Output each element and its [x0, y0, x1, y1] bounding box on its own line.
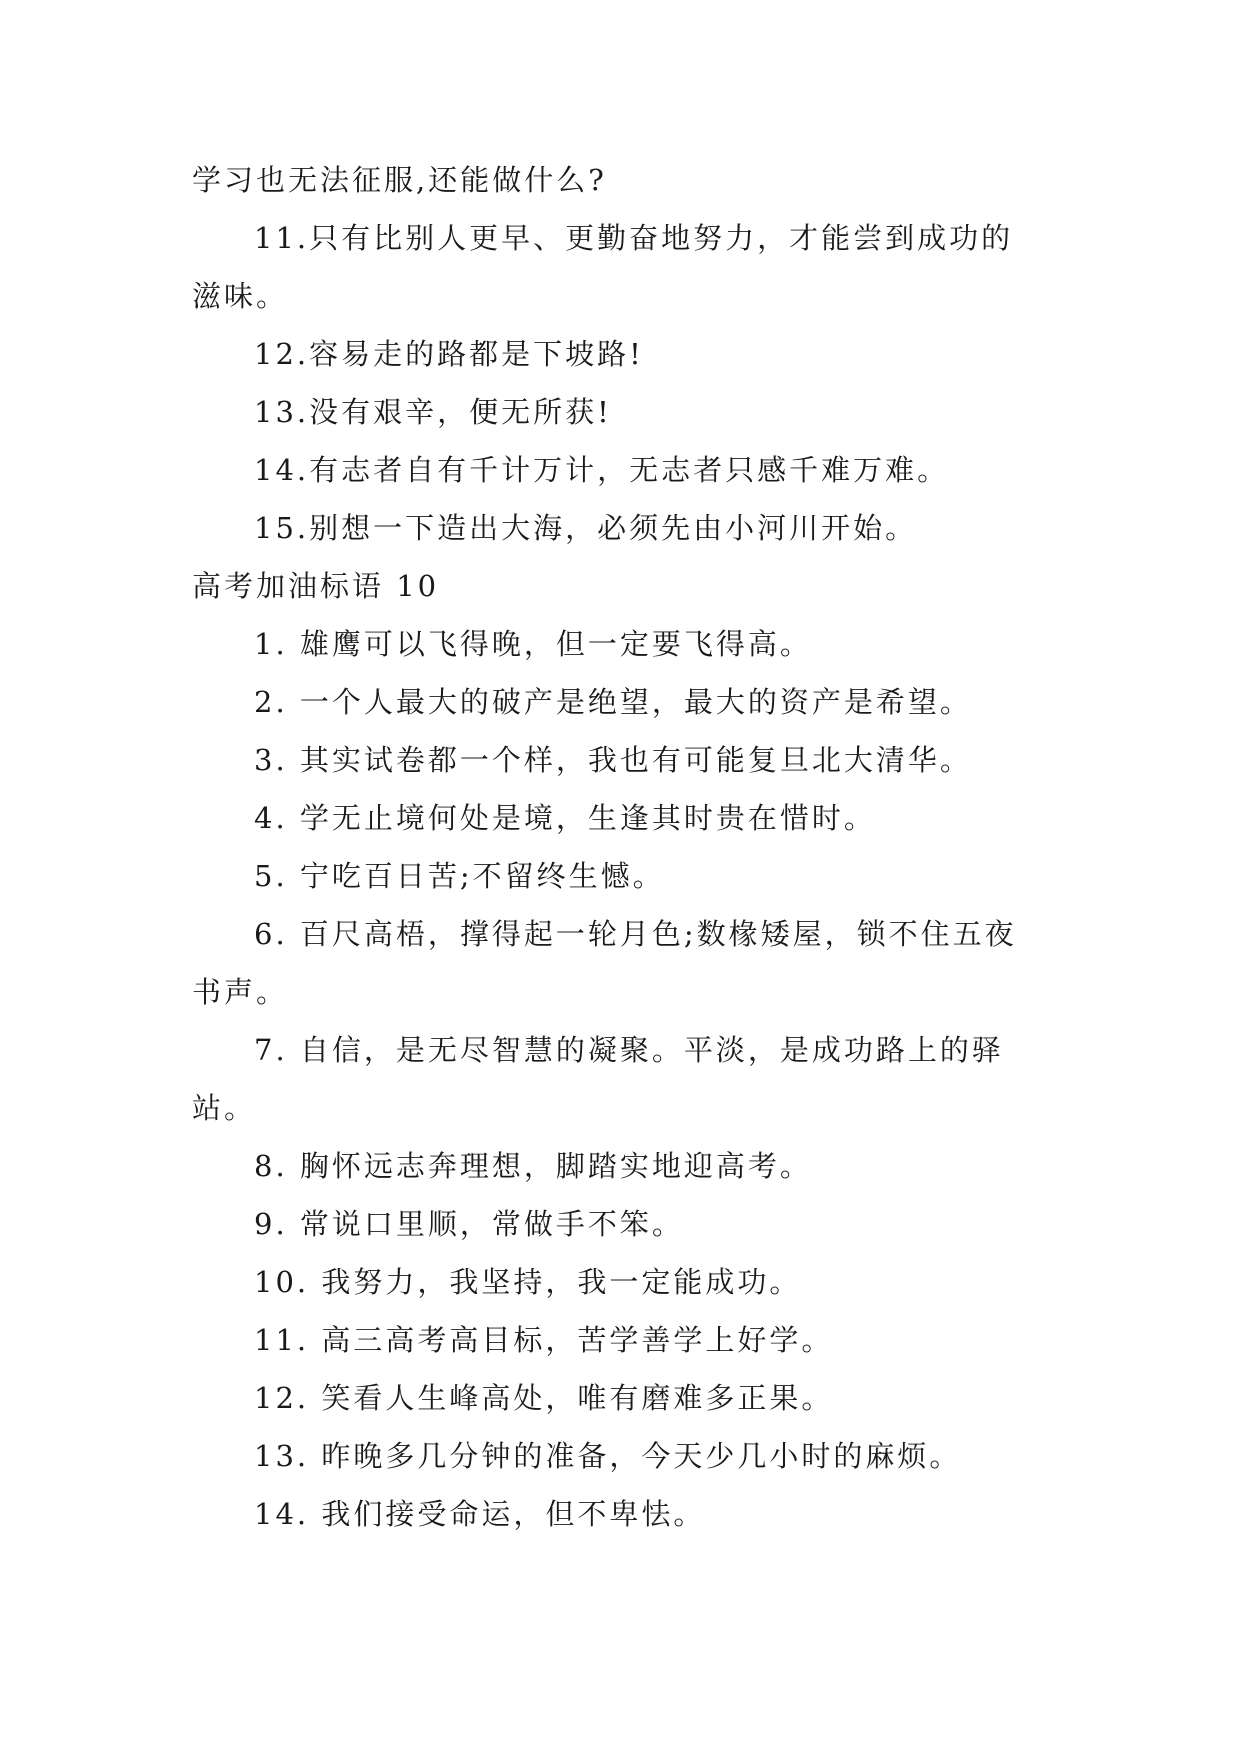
- section-heading: 高考加油标语 10: [192, 569, 440, 603]
- list-item: 13.没有艰辛，便无所获!: [254, 395, 612, 429]
- list-item: 1. 雄鹰可以飞得晚，但一定要飞得高。: [254, 627, 812, 661]
- list-item: 8. 胸怀远志奔理想，脚踏实地迎高考。: [254, 1149, 812, 1183]
- list-item: 4. 学无止境何处是境，生逢其时贵在惜时。: [254, 801, 876, 835]
- list-item: 3. 其实试卷都一个样，我也有可能复旦北大清华。: [254, 743, 972, 777]
- text-line: 滋味。: [192, 279, 289, 313]
- list-item: 10. 我努力，我坚持，我一定能成功。: [254, 1265, 802, 1299]
- list-item: 5. 宁吃百日苦;不留终生憾。: [254, 859, 665, 893]
- list-item: 15.别想一下造出大海，必须先由小河川开始。: [254, 511, 918, 545]
- list-item: 6. 百尺高梧，撑得起一轮月色;数椽矮屋，锁不住五夜: [254, 917, 1017, 951]
- list-item: 2. 一个人最大的破产是绝望，最大的资产是希望。: [254, 685, 972, 719]
- list-item: 14. 我们接受命运，但不卑怯。: [254, 1497, 706, 1531]
- text-line: 站。: [192, 1091, 257, 1125]
- text-line: 学习也无法征服,还能做什么?: [192, 163, 607, 197]
- list-item: 11. 高三高考高目标，苦学善学上好学。: [254, 1323, 834, 1357]
- list-item: 12. 笑看人生峰高处，唯有磨难多正果。: [254, 1381, 834, 1415]
- list-item: 11.只有比别人更早、更勤奋地努力，才能尝到成功的: [254, 221, 1014, 255]
- list-item: 7. 自信，是无尽智慧的凝聚。平淡，是成功路上的驿: [254, 1033, 1004, 1067]
- list-item: 13. 昨晚多几分钟的准备，今天少几小时的麻烦。: [254, 1439, 962, 1473]
- list-item: 14.有志者自有千计万计，无志者只感千难万难。: [254, 453, 950, 487]
- list-item: 9. 常说口里顺，常做手不笨。: [254, 1207, 684, 1241]
- list-item: 12.容易走的路都是下坡路!: [254, 337, 644, 371]
- text-line: 书声。: [192, 975, 289, 1009]
